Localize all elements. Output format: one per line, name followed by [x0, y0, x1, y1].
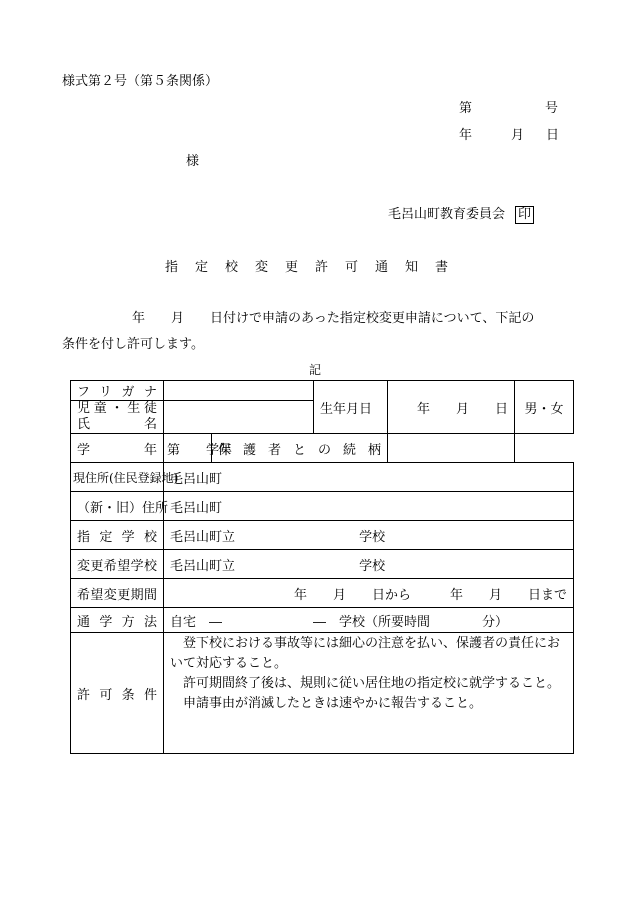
designated-school-label: 指定学校 [71, 521, 164, 550]
addressee-suffix: 様 [186, 154, 200, 169]
commute-row [71, 608, 574, 633]
address-label: 現住所(住民登録地) [71, 463, 164, 492]
seal-mark: 印 [515, 206, 534, 224]
commute-label: 通学方法 [71, 608, 164, 633]
period-label: 希望変更期間 [71, 579, 164, 608]
furigana-label: フリガナ [71, 381, 164, 401]
body-text [62, 306, 578, 358]
ki-heading: 記 [308, 363, 321, 377]
designated-school-suffix: 学校 [359, 529, 386, 545]
conditions-text [164, 633, 574, 754]
grade-label: 学 年 [71, 434, 164, 463]
condition-item: 申請事由が消滅したときは速やかに報告すること。 [183, 696, 483, 711]
document-number-prefix: 第 [459, 101, 473, 116]
address-field[interactable]: 毛呂山町 [164, 463, 574, 492]
period-field[interactable]: 年 月 日から 年 月 日まで [164, 579, 574, 608]
document-number-suffix: 号 [545, 101, 559, 116]
change-school-label: 変更希望学校 [71, 550, 164, 579]
conditions-label: 許可条件 [71, 633, 164, 754]
condition-item: 登下校における事故等には細心の注意を払い、保護者の責任において対応すること。 [170, 636, 561, 671]
issue-date-day: 日 [546, 128, 560, 143]
guardian-relation-field[interactable] [388, 434, 515, 463]
designated-school-field[interactable] [164, 521, 574, 550]
name-field[interactable] [164, 401, 314, 434]
birthdate-field[interactable]: 年 月 日 [388, 381, 515, 434]
issuer-name: 毛呂山町教育委員会 [388, 207, 506, 222]
gender-field[interactable]: 男・女 [515, 381, 574, 434]
commute-field[interactable]: 自宅 ― ― 学校（所要時間 分） [164, 608, 574, 633]
grade-field[interactable]: 第 学年 [164, 434, 212, 463]
period-row [71, 579, 574, 608]
document-number-line [459, 97, 559, 116]
issue-date-year: 年 [459, 128, 473, 143]
condition-item: 許可期間終了後は、規則に従い居住地の指定校に就学すること。 [183, 676, 561, 691]
grade-row [71, 434, 574, 463]
birthdate-label: 生年月日 [314, 381, 388, 434]
issue-date-month: 月 [511, 128, 525, 143]
change-school-row [71, 550, 574, 579]
address-row [71, 463, 574, 492]
change-school-prefix: 毛呂山町立 [170, 558, 236, 574]
designated-school-row [71, 521, 574, 550]
furigana-row [71, 381, 574, 401]
change-school-suffix: 学校 [359, 558, 386, 574]
body-paragraph-2: 条件を付し許可します。 [62, 337, 204, 352]
name-label-cell [71, 401, 164, 434]
furigana-field[interactable] [164, 381, 314, 401]
guardian-relation-label: 保護者との続柄 [212, 434, 388, 463]
application-table [70, 380, 574, 754]
conditions-row [71, 633, 574, 754]
child-student-label: 児童・生徒 [77, 401, 157, 416]
form-number: 様式第２号（第５条関係） [62, 74, 219, 89]
body-paragraph-1: 年 月 日付けで申請のあった指定校変更申請について、下記の [132, 311, 535, 326]
issue-date-line [459, 124, 559, 143]
new-old-address-label: （新・旧）住所 [71, 492, 164, 521]
designated-school-prefix: 毛呂山町立 [170, 529, 236, 545]
new-old-address-field[interactable]: 毛呂山町 [164, 492, 574, 521]
change-school-field[interactable] [164, 550, 574, 579]
issuer-line [388, 203, 534, 224]
new-old-address-row [71, 492, 574, 521]
document-title: 指定校変更許可通知書 [164, 260, 465, 275]
name-label: 氏 名 [77, 417, 157, 432]
